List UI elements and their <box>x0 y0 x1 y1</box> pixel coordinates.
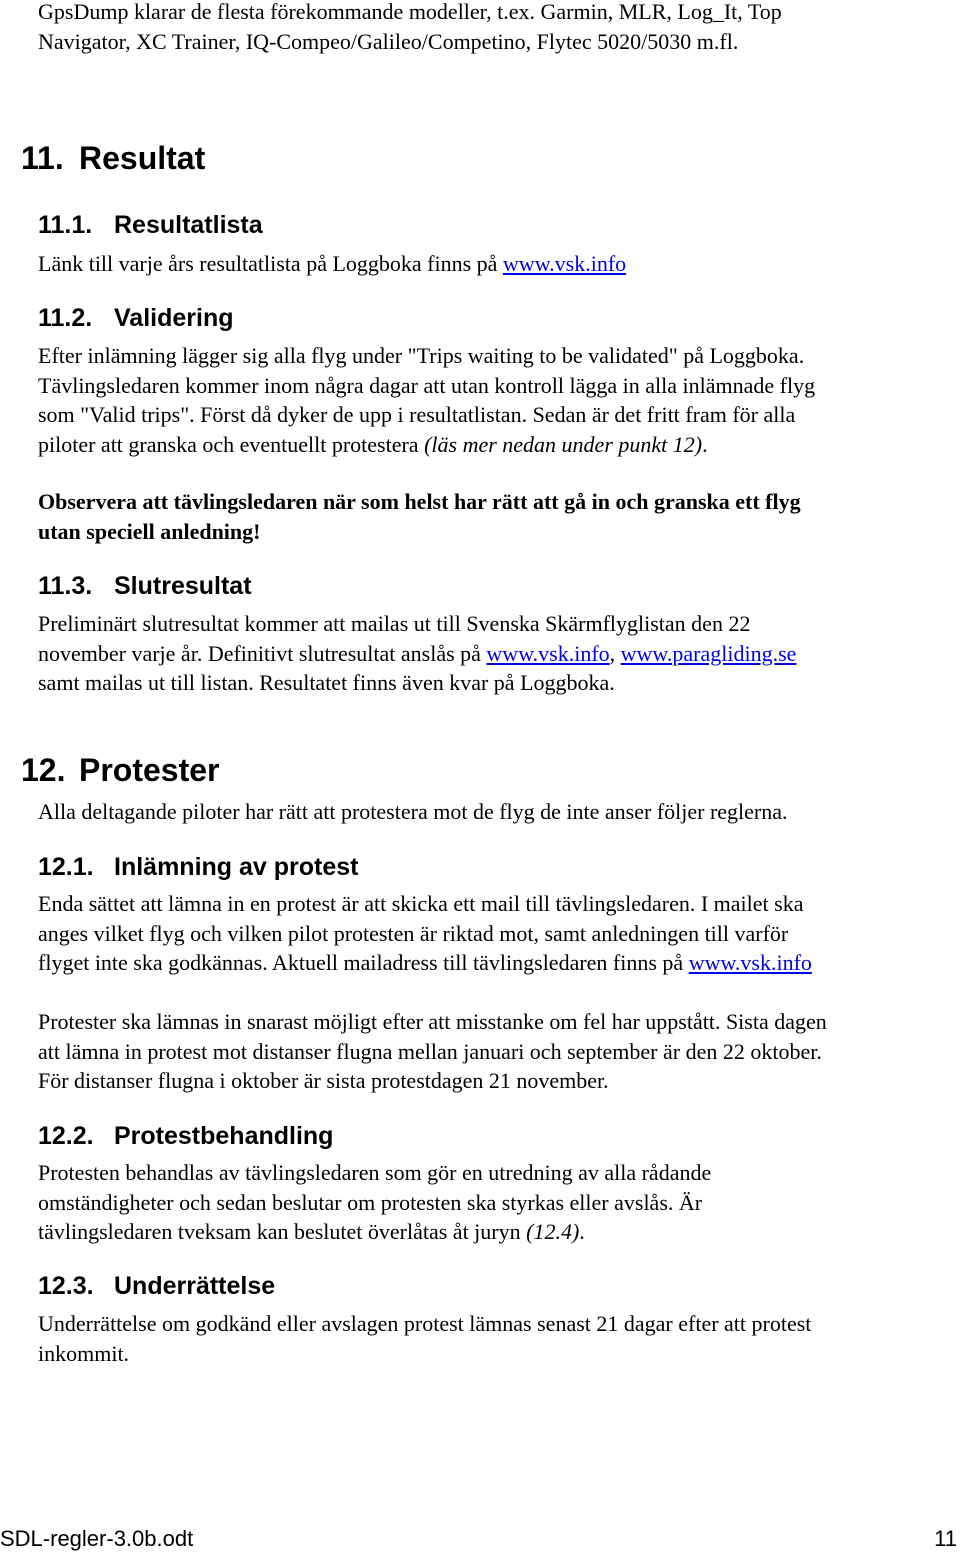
paragraph-11-2-line: Efter inlämning lägger sig alla flyg under "Trips waiting to be validated" på Loggboka. <box>38 343 805 368</box>
paragraph-12-1-deadline <box>38 1007 827 1096</box>
heading-12-2-number: 12.2. <box>38 1122 94 1150</box>
heading-11-3-number: 11.3. <box>38 572 93 600</box>
intro-line-2: Navigator, XC Trainer, IQ-Compeo/Galileo/Competino, Flytec 5020/5030 m.fl. <box>38 28 739 54</box>
paragraph-12-1 <box>38 889 812 978</box>
text-span: . <box>702 431 708 457</box>
heading-11-2-title: Validering <box>114 304 234 332</box>
heading-12-2-title: Protestbehandling <box>114 1122 334 1150</box>
text-span: . <box>579 1219 585 1244</box>
text-span: tävlingsledaren tveksam kan beslutet överlåtas åt juryn <box>38 1219 527 1244</box>
text-span: piloter att granska och eventuellt protestera <box>38 431 425 457</box>
heading-11-1 <box>38 210 263 240</box>
heading-12-title: Protester <box>79 752 220 788</box>
paragraph-11-3 <box>38 609 796 698</box>
paragraph-11-2-line: som "Valid trips". Först då dyker de upp i resultatlistan. Sedan är det fritt fram för alla <box>38 402 796 427</box>
paragraph-12-2 <box>38 1158 711 1247</box>
heading-12-3-number: 12.3. <box>38 1272 94 1300</box>
paragraph-12-1-line: Enda sättet att lämna in en protest är att skicka ett mail till tävlingsledaren. I mailet ska <box>38 891 804 916</box>
reference-italic: (12.4) <box>526 1219 580 1244</box>
paragraph-11-3-line: Preliminärt slutresultat kommer att mailas ut till Svenska Skärmflyglistan den 22 <box>38 611 751 636</box>
paragraph-11-2-line <box>38 430 815 460</box>
warning-line: utan speciell anledning! <box>38 518 261 544</box>
paragraph-12-3 <box>38 1309 811 1368</box>
text-span: flyget inte ska godkännas. Aktuell mailadress till tävlingsledaren finns på <box>38 950 689 975</box>
vsk-info-link[interactable]: www.vsk.info <box>688 950 812 975</box>
heading-11-1-number: 11.1. <box>38 211 93 239</box>
paragraph-12-line: Alla deltagande piloter har rätt att protestera mot de flyg de inte anser följer reglerna. <box>38 799 788 824</box>
paragraph-11-3-line <box>38 639 796 669</box>
heading-12-2 <box>38 1121 333 1151</box>
paragraph-12-3-line: Underrättelse om godkänd eller avslagen protest lämnas senast 21 dagar efter att protest <box>38 1311 812 1336</box>
paragraph-12-3-line: inkommit. <box>38 1340 130 1366</box>
paragraph-11-1-text: Länk till varje års resultatlista på Loggboka finns på <box>38 251 503 276</box>
heading-12-3 <box>38 1271 275 1301</box>
warning-paragraph <box>38 487 801 546</box>
heading-11-1-title: Resultatlista <box>114 211 263 239</box>
heading-12 <box>21 752 220 788</box>
footer-page-number: 11 <box>934 1526 957 1551</box>
paragraph-12-2-line <box>38 1217 711 1247</box>
paragraph-12-1-line: anges vilket flyg och vilken pilot protesten är riktad mot, samt anledningen till varför <box>38 920 789 946</box>
paragliding-se-link[interactable]: www.paragliding.se <box>620 640 797 666</box>
heading-11-number: 11. <box>21 140 64 176</box>
warning-line: Observera att tävlingsledaren när som helst har rätt att gå in och granska ett flyg <box>38 489 801 514</box>
paragraph-11-1 <box>38 249 626 279</box>
heading-12-3-title: Underrättelse <box>114 1272 276 1300</box>
intro-paragraph <box>38 0 782 56</box>
paragraph-11-2 <box>38 341 815 459</box>
paragraph-12 <box>38 797 788 827</box>
heading-11-3-title: Slutresultat <box>114 572 252 600</box>
vsk-info-link[interactable]: www.vsk.info <box>486 640 610 666</box>
heading-11-title: Resultat <box>79 140 206 176</box>
heading-12-1-number: 12.1. <box>38 853 94 881</box>
vsk-info-link[interactable]: www.vsk.info <box>502 251 627 276</box>
paragraph-12-2-line: omständigheter och sedan beslutar om protesten ska styrkas eller avslås. Är <box>38 1189 703 1215</box>
paragraph-12-1-deadline-line: att lämna in protest mot distanser flugna mellan januari och september är den 22 oktober. <box>38 1038 822 1064</box>
footer-filename: SDL-regler-3.0b.odt <box>0 1526 194 1551</box>
paragraph-12-2-line: Protesten behandlas av tävlingsledaren som gör en utredning av alla rådande <box>38 1160 712 1185</box>
heading-11-2-number: 11.2. <box>38 304 93 332</box>
heading-12-number: 12. <box>21 752 66 788</box>
heading-11-2 <box>38 303 233 333</box>
heading-12-1-title: Inlämning av protest <box>114 853 359 881</box>
intro-line-1: GpsDump klarar de flesta förekommande modeller, t.ex. Garmin, MLR, Log_It, Top <box>38 0 782 24</box>
paragraph-12-1-deadline-line: För distanser flugna i oktober är sista protestdagen 21 november. <box>38 1068 609 1093</box>
paragraph-11-2-line: Tävlingsledaren kommer inom några dagar att utan kontroll lägga in alla inlämnade flyg <box>38 372 816 398</box>
heading-11-3 <box>38 571 252 601</box>
text-span: november varje år. Definitivt slutresultat anslås på <box>38 640 487 666</box>
paragraph-12-1-line <box>38 948 812 978</box>
heading-11 <box>21 140 205 176</box>
paragraph-12-1-deadline-line: Protester ska lämnas in snarast möjligt efter att misstanke om fel har uppstått. Sista dagen <box>38 1009 827 1034</box>
reference-italic: (läs mer nedan under punkt 12) <box>424 431 703 457</box>
paragraph-11-3-line: samt mailas ut till listan. Resultatet finns även kvar på Loggboka. <box>38 670 615 695</box>
heading-12-1 <box>38 852 358 882</box>
text-span: , <box>609 640 621 666</box>
